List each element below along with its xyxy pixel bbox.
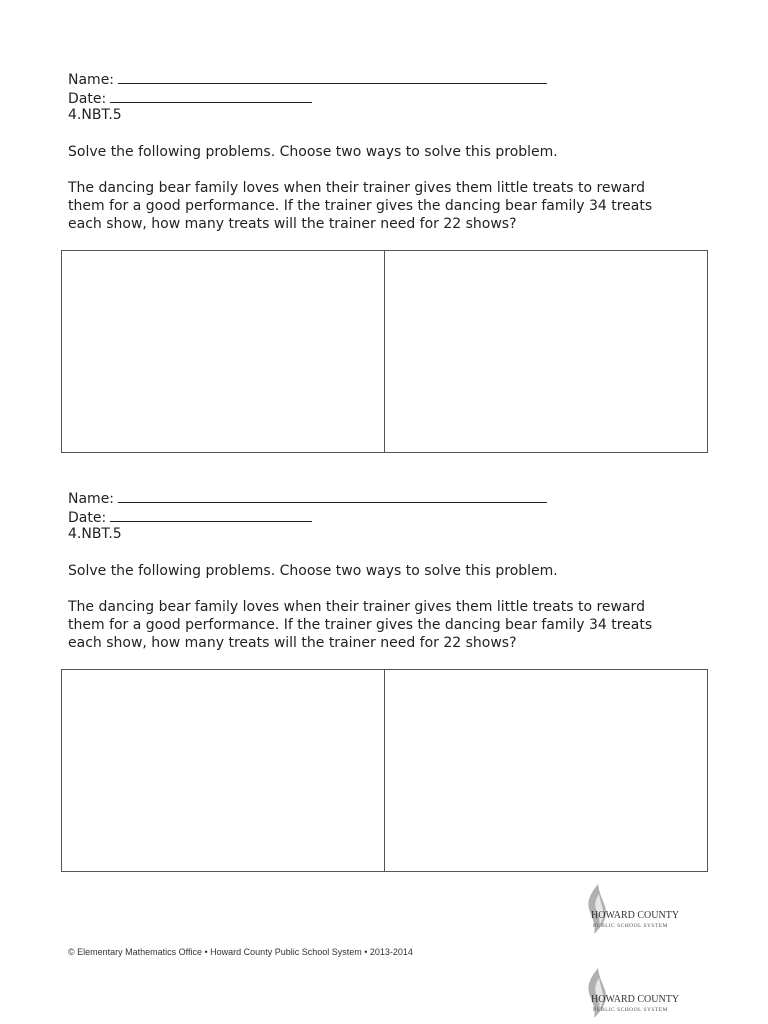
date-blank-line[interactable] — [110, 508, 312, 522]
name-field[interactable] — [68, 70, 547, 89]
standard-code: 4.NBT.5 — [68, 526, 122, 542]
name-label: Name: — [68, 491, 115, 507]
work-area — [61, 250, 708, 453]
word-problem — [68, 179, 718, 233]
date-label: Date: — [68, 91, 107, 107]
copyright-footer: © Elementary Mathematics Office • Howard County Public School System • 2013-2014 — [68, 947, 413, 957]
name-blank-line[interactable] — [118, 70, 547, 84]
work-area-left[interactable] — [62, 251, 384, 452]
name-blank-line[interactable] — [118, 489, 547, 503]
date-blank-line[interactable] — [110, 89, 312, 103]
howard-county-logo — [584, 964, 684, 1024]
howard-county-logo — [584, 880, 684, 940]
flame-logo-icon — [584, 880, 684, 940]
work-area — [61, 669, 708, 872]
flame-logo-icon — [584, 964, 684, 1024]
word-problem — [68, 598, 718, 652]
date-label: Date: — [68, 510, 107, 526]
instructions: Solve the following problems. Choose two ways to solve this problem. — [68, 144, 558, 160]
logo-text-line1: HOWARD COUNTY — [591, 910, 680, 921]
standard-code: 4.NBT.5 — [68, 107, 122, 123]
name-label: Name: — [68, 72, 115, 88]
name-field[interactable] — [68, 489, 547, 508]
problem-line: each show, how many treats will the trainer need for 22 shows? — [68, 635, 517, 651]
work-area-right[interactable] — [384, 251, 707, 452]
problem-line: The dancing bear family loves when their trainer gives them little treats to reward — [68, 180, 645, 196]
work-area-right[interactable] — [384, 670, 707, 871]
problem-line: each show, how many treats will the trainer need for 22 shows? — [68, 216, 517, 232]
logo-text-line2: PUBLIC SCHOOL SYSTEM — [593, 923, 668, 929]
instructions: Solve the following problems. Choose two ways to solve this problem. — [68, 563, 558, 579]
problem-line: them for a good performance. If the trainer gives the dancing bear family 34 treats — [68, 617, 653, 633]
logo-text-line1: HOWARD COUNTY — [591, 994, 680, 1005]
problem-line: them for a good performance. If the trainer gives the dancing bear family 34 treats — [68, 198, 653, 214]
problem-line: The dancing bear family loves when their trainer gives them little treats to reward — [68, 599, 645, 615]
logo-text-line2: PUBLIC SCHOOL SYSTEM — [593, 1007, 668, 1013]
work-area-left[interactable] — [62, 670, 384, 871]
